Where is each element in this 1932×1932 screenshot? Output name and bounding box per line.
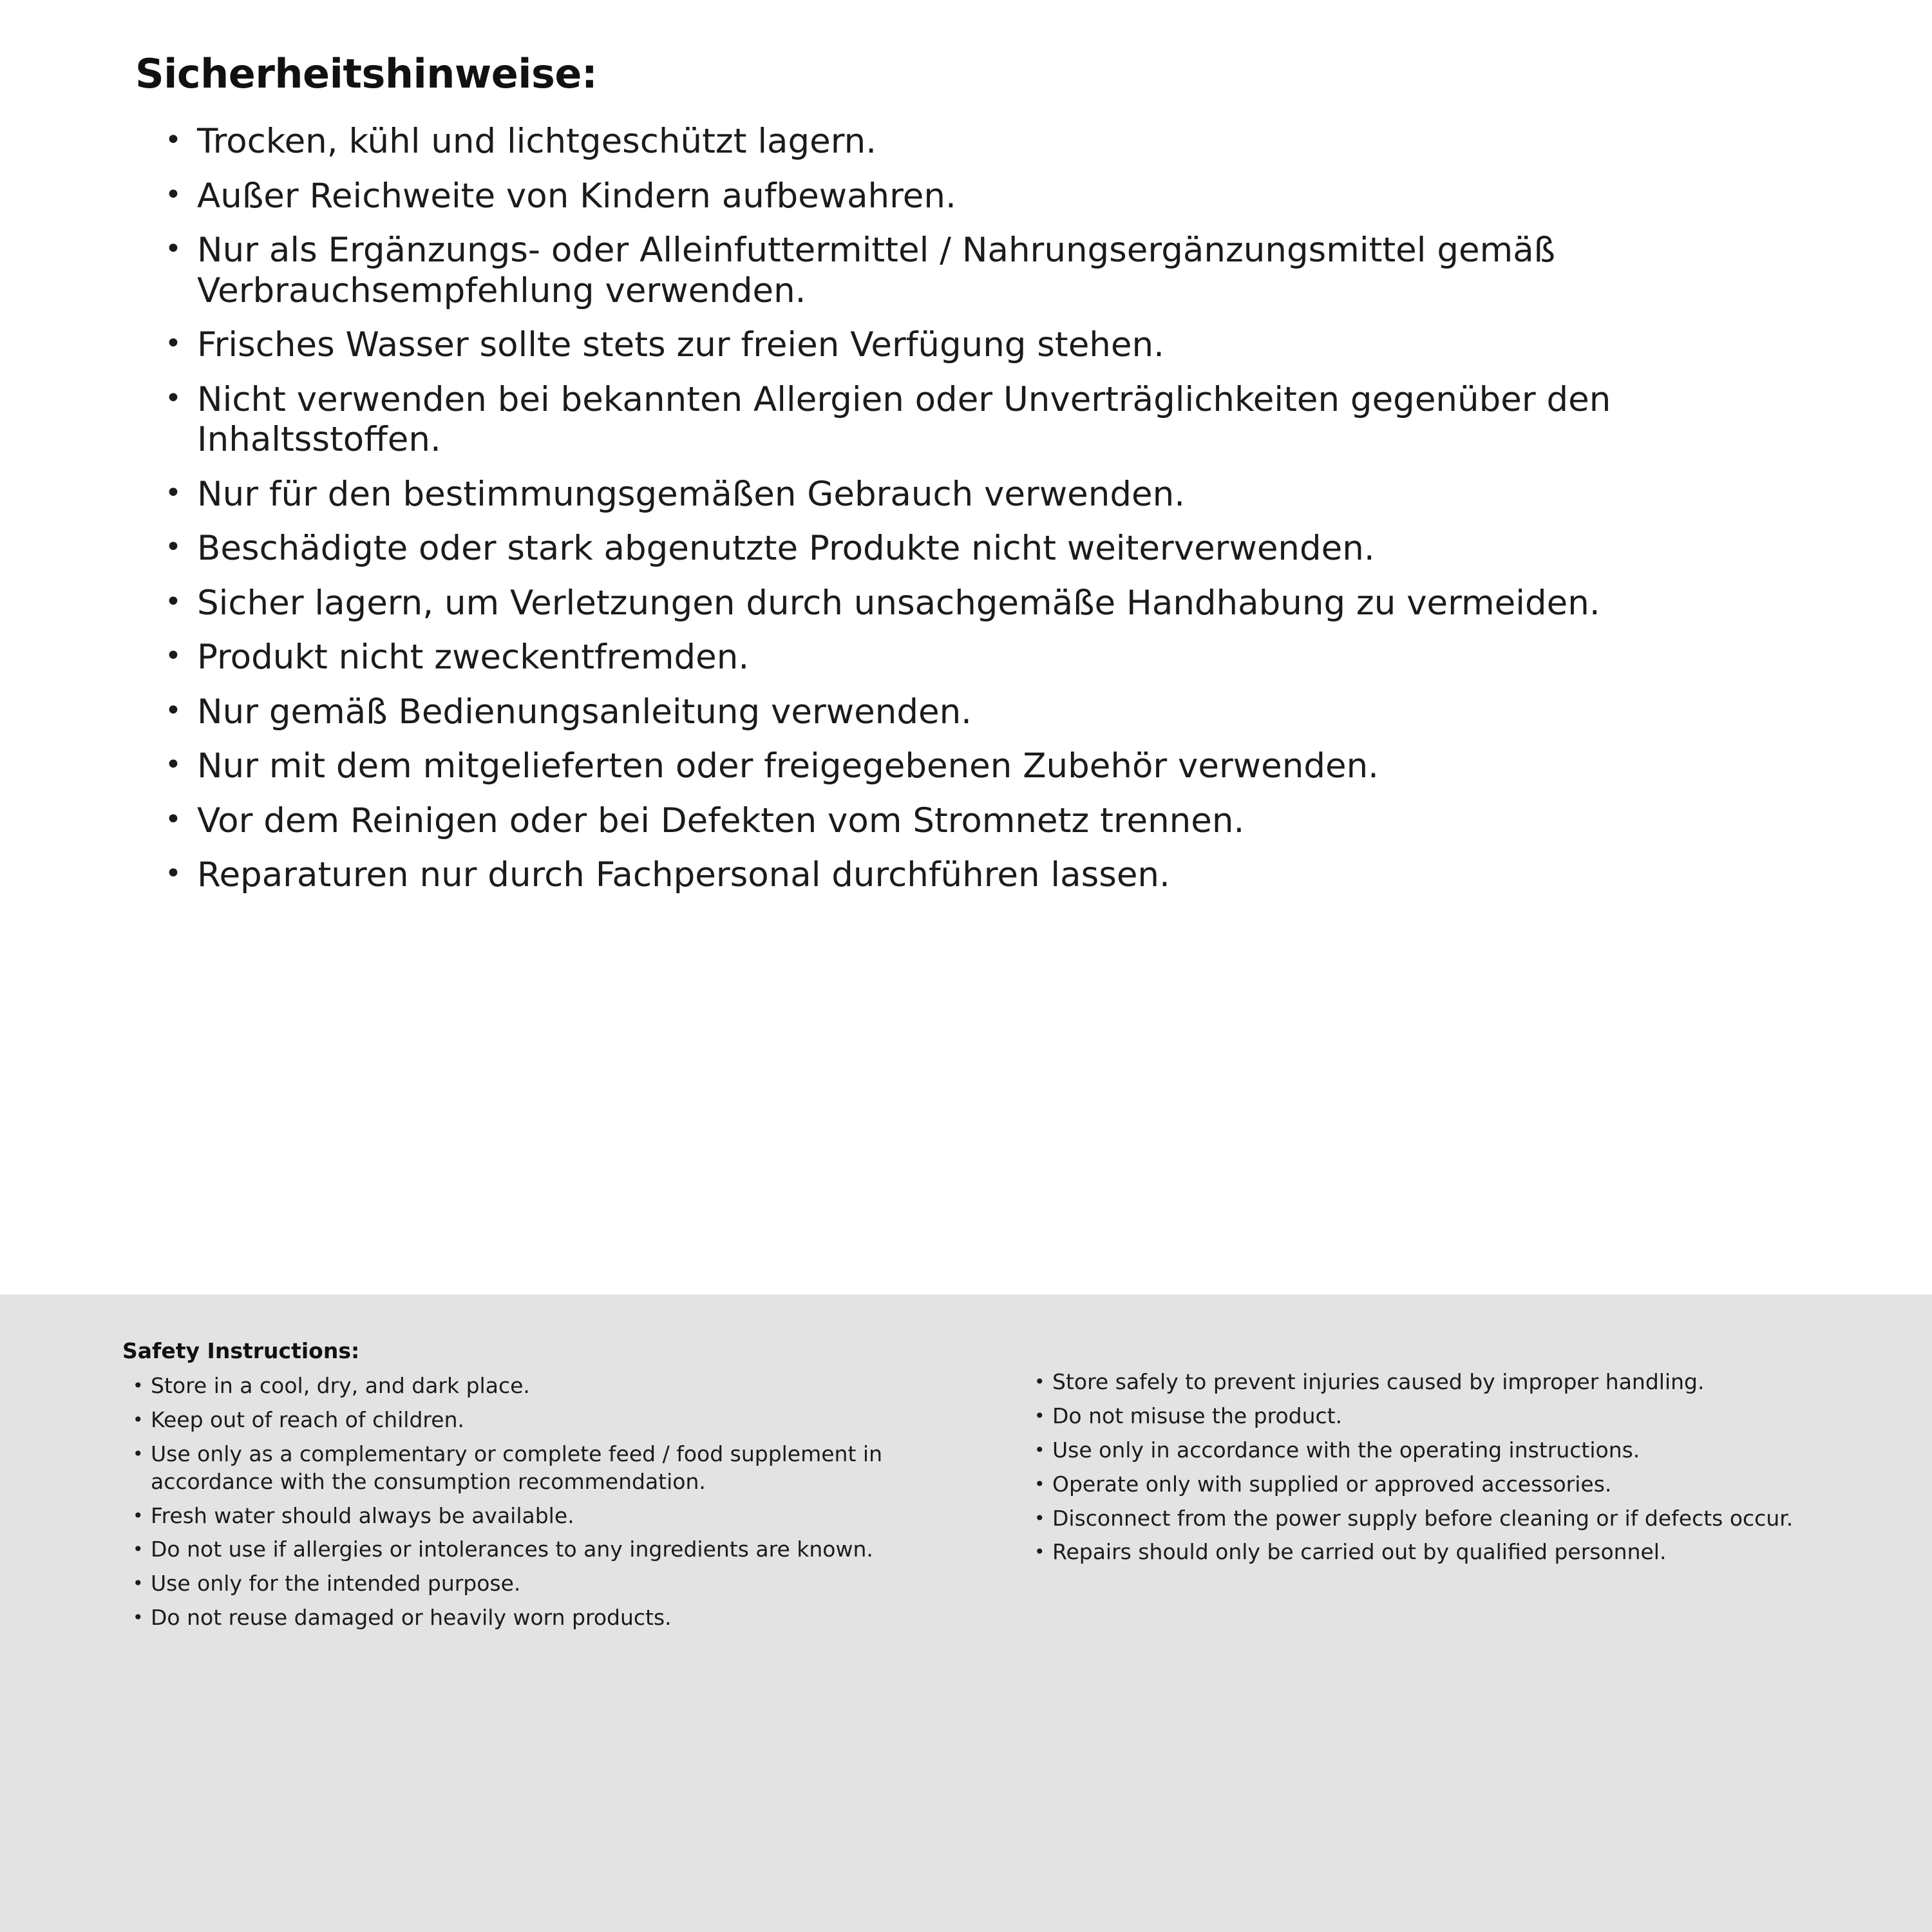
bullet-icon: • xyxy=(165,381,182,415)
list-item-text: Use only as a complementary or complete feed / food supplement in accordance with the consumption recommendation. xyxy=(151,1441,882,1494)
english-column-left xyxy=(116,1338,953,1638)
list-item xyxy=(129,1570,953,1598)
list-item xyxy=(160,231,1846,311)
english-two-column-layout xyxy=(116,1338,1855,1638)
list-item-text: Nur als Ergänzungs- oder Alleinfuttermittel / Nahrungsergänzungsmittel gemäß Verbrauchsempfehlung verwenden. xyxy=(197,231,1556,310)
list-item xyxy=(160,325,1846,366)
list-item-text: Disconnect from the power supply before cleaning or if defects occur. xyxy=(1052,1505,1794,1531)
list-item xyxy=(129,1406,953,1434)
bullet-icon: • xyxy=(133,1607,144,1629)
list-item xyxy=(129,1441,953,1496)
list-item-text: Operate only with supplied or approved accessories. xyxy=(1052,1471,1612,1497)
german-section-title: Sicherheitshinweise: xyxy=(135,50,598,97)
list-item xyxy=(160,475,1846,515)
english-safety-list-left xyxy=(116,1372,953,1632)
bullet-icon: • xyxy=(165,694,182,727)
list-item xyxy=(1030,1539,1855,1566)
bullet-icon: • xyxy=(165,124,182,156)
list-item xyxy=(1030,1403,1855,1430)
list-item xyxy=(1030,1368,1855,1396)
list-item-text: Use only for the intended purpose. xyxy=(151,1571,521,1596)
list-item xyxy=(160,746,1846,787)
list-item-text: Nicht verwenden bei bekannten Allergien oder Unverträglichkeiten gegenüber den Inhaltsstoffen. xyxy=(197,379,1611,460)
list-item-text: Außer Reichweite von Kindern aufbewahren. xyxy=(197,176,956,216)
bullet-icon: • xyxy=(1034,1541,1045,1563)
bullet-icon: • xyxy=(165,531,182,564)
list-item-text: Do not use if allergies or intolerances to any ingredients are known. xyxy=(151,1537,873,1562)
list-item-text: Vor dem Reinigen oder bei Defekten vom Stromnetz trennen. xyxy=(197,800,1245,840)
list-item-text: Use only in accordance with the operating instructions. xyxy=(1052,1437,1640,1463)
list-item-text: Nur gemäß Bedienungsanleitung verwenden. xyxy=(197,692,972,732)
list-item-text: Store in a cool, dry, and dark place. xyxy=(151,1373,530,1398)
list-item xyxy=(1030,1437,1855,1464)
english-column-right xyxy=(1018,1338,1855,1638)
english-section-title: Safety Instructions: xyxy=(122,1338,360,1363)
list-item xyxy=(129,1502,953,1530)
bullet-icon: • xyxy=(165,178,182,211)
bullet-icon: • xyxy=(133,1375,144,1396)
list-item xyxy=(160,638,1846,678)
list-item-text: Do not misuse the product. xyxy=(1052,1403,1343,1428)
list-item xyxy=(1030,1471,1855,1499)
german-safety-list xyxy=(129,122,1855,896)
bullet-icon: • xyxy=(165,802,182,836)
bullet-icon: • xyxy=(133,1408,144,1430)
bullet-icon: • xyxy=(165,639,182,673)
list-item-text: Fresh water should always be available. xyxy=(151,1502,574,1528)
bullet-icon: • xyxy=(165,327,182,361)
list-item-text: Keep out of reach of children. xyxy=(151,1406,464,1432)
list-item xyxy=(160,176,1846,217)
bullet-icon: • xyxy=(133,1573,144,1595)
list-item xyxy=(129,1372,953,1400)
list-item-text: Trocken, kühl und lichtgeschützt lagern. xyxy=(197,122,877,161)
bullet-icon: • xyxy=(133,1504,144,1526)
list-item-text: Store safely to prevent injuries caused by improper handling. xyxy=(1052,1369,1705,1394)
list-item-text: Sicher lagern, um Verletzungen durch unsachgemäße Handhabung zu vermeiden. xyxy=(197,583,1600,623)
bullet-icon: • xyxy=(1034,1405,1045,1426)
list-item xyxy=(1030,1505,1855,1533)
list-item xyxy=(160,801,1846,842)
list-item xyxy=(129,1536,953,1564)
list-item-text: Repairs should only be carried out by qualified personnel. xyxy=(1052,1539,1667,1565)
bullet-icon: • xyxy=(1034,1439,1045,1461)
list-item xyxy=(129,1604,953,1632)
bullet-icon: • xyxy=(165,476,182,509)
list-item-text: Produkt nicht zweckentfremden. xyxy=(197,638,750,677)
bullet-icon: • xyxy=(1034,1473,1045,1495)
list-item-text: Nur für den bestimmungsgemäßen Gebrauch verwenden. xyxy=(197,474,1186,514)
list-item-text: Frisches Wasser sollte stets zur freien Verfügung stehen. xyxy=(197,325,1164,365)
list-item xyxy=(160,855,1846,896)
column-spacer xyxy=(1018,1338,1855,1368)
list-item xyxy=(160,122,1846,162)
list-item xyxy=(160,380,1846,460)
list-item-text: Nur mit dem mitgelieferten oder freigegebenen Zubehör verwenden. xyxy=(197,746,1379,786)
bullet-icon: • xyxy=(165,748,182,782)
bullet-icon: • xyxy=(165,585,182,618)
list-item xyxy=(160,529,1846,569)
bullet-icon: • xyxy=(133,1539,144,1560)
bullet-icon: • xyxy=(1034,1507,1045,1529)
list-item xyxy=(160,692,1846,733)
list-item xyxy=(160,583,1846,624)
list-item-text: Beschädigte oder stark abgenutzte Produkte nicht weiterverwenden. xyxy=(197,529,1375,569)
list-item-text: Do not reuse damaged or heavily worn products. xyxy=(151,1605,672,1631)
list-item-text: Reparaturen nur durch Fachpersonal durchführen lassen. xyxy=(197,855,1170,895)
english-safety-list-right xyxy=(1018,1368,1855,1566)
bullet-icon: • xyxy=(165,857,182,891)
bullet-icon: • xyxy=(133,1443,144,1464)
bullet-icon: • xyxy=(1034,1371,1045,1392)
bullet-icon: • xyxy=(165,232,182,266)
english-safety-section xyxy=(0,1294,1932,1932)
